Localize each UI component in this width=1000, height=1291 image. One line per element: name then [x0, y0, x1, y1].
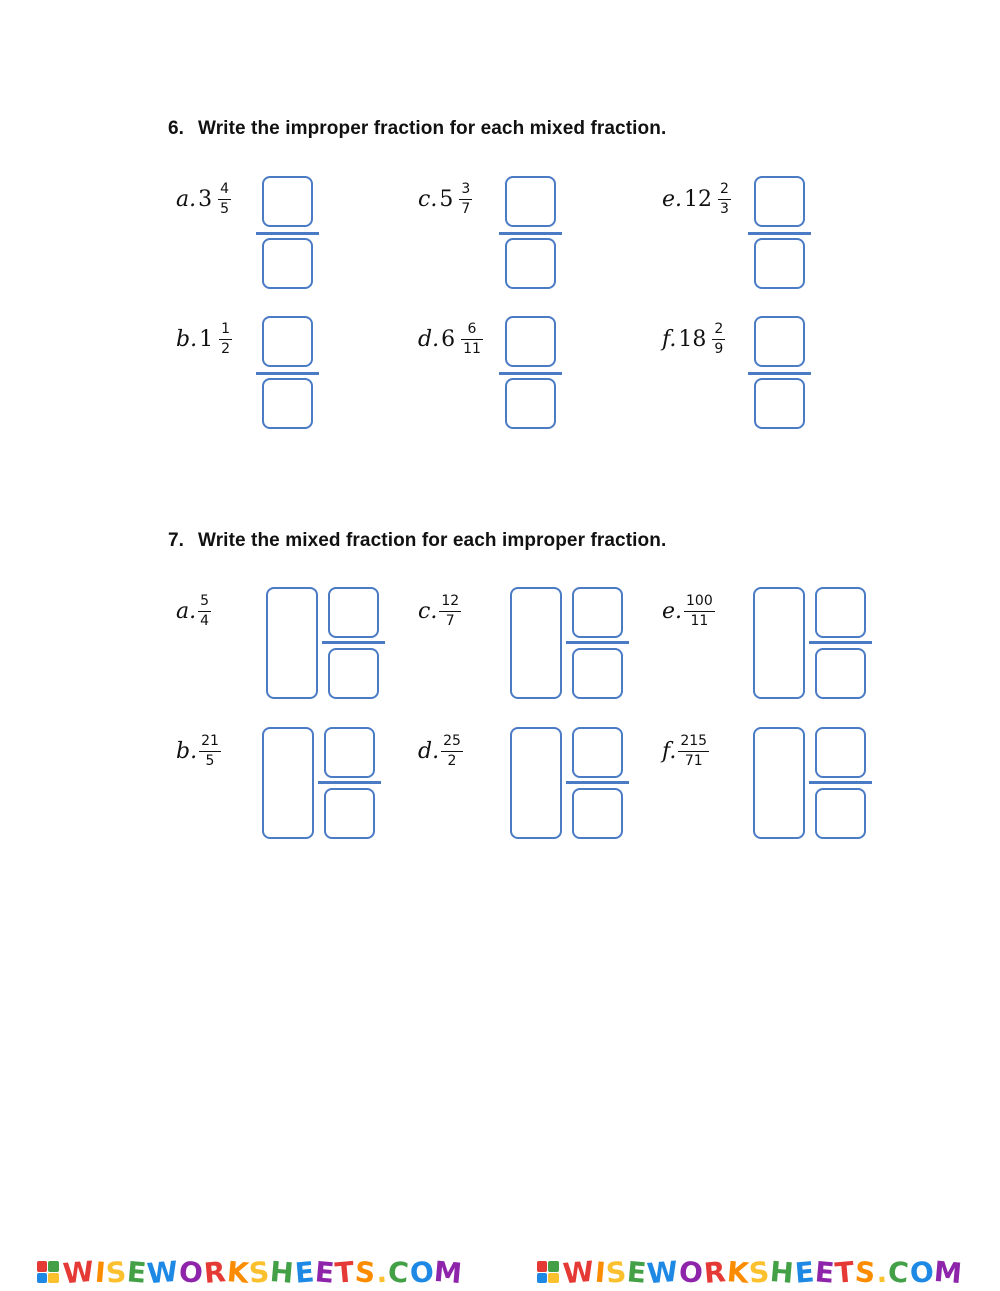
fraction-numerator: 5 — [200, 592, 210, 609]
mixed-fraction-label — [662, 175, 731, 223]
improper-fraction-label — [176, 587, 211, 635]
fraction-denominator: 7 — [461, 200, 471, 217]
denominator-answer-box[interactable] — [815, 788, 866, 839]
fraction-line — [499, 372, 562, 375]
improper-fraction-label — [662, 587, 715, 635]
item-letter: d. — [418, 738, 440, 764]
whole-number-answer-box[interactable] — [510, 727, 562, 839]
mixed-fraction-label — [176, 315, 232, 363]
fraction-line — [566, 641, 629, 644]
fraction-numerator: 12 — [441, 592, 460, 609]
fraction-denominator: 7 — [445, 612, 455, 629]
fraction-line — [809, 781, 872, 784]
logo-square — [48, 1273, 59, 1284]
improper-fraction-label — [662, 727, 709, 775]
fraction-bar — [218, 199, 231, 200]
whole-number: 18 — [678, 326, 707, 352]
logo-square — [548, 1273, 559, 1284]
whole-number: 12 — [684, 186, 713, 212]
fraction-line — [499, 232, 562, 235]
denominator-answer-box[interactable] — [754, 238, 805, 289]
fraction-numerator: 3 — [461, 180, 471, 197]
question-6-title — [168, 118, 666, 140]
whole-number-answer-box[interactable] — [510, 587, 562, 699]
numerator-answer-box[interactable] — [815, 727, 866, 778]
fraction-line — [322, 641, 385, 644]
mixed-fraction-label — [662, 315, 725, 363]
mixed-fraction-label — [418, 315, 483, 363]
fraction-denominator: 2 — [447, 752, 457, 769]
fraction-numerator: 6 — [467, 320, 477, 337]
fraction-numerator: 4 — [220, 180, 230, 197]
improper-fraction-label — [176, 727, 221, 775]
fraction-line — [318, 781, 381, 784]
logo-square — [48, 1261, 59, 1272]
item-letter: d. — [418, 326, 440, 352]
item-letter: e. — [662, 598, 683, 624]
fraction-bar — [198, 611, 211, 612]
fraction — [218, 182, 231, 217]
fraction-bar — [459, 199, 472, 200]
numerator-answer-box[interactable] — [328, 587, 379, 638]
denominator-answer-box[interactable] — [328, 648, 379, 699]
item-letter: f. — [662, 326, 677, 352]
logo-square — [537, 1261, 548, 1272]
fraction-numerator: 2 — [714, 320, 724, 337]
fraction-numerator: 2 — [720, 180, 729, 197]
numerator-answer-box[interactable] — [505, 316, 556, 367]
question-7-text: Write the mixed fraction for each improper fraction. — [198, 530, 667, 551]
fraction — [684, 594, 715, 629]
fraction-bar — [441, 751, 463, 752]
fraction — [712, 322, 725, 357]
fraction-line — [748, 232, 811, 235]
whole-number: 1 — [199, 326, 214, 352]
fraction — [219, 322, 232, 357]
fraction-bar — [199, 751, 221, 752]
whole-number-answer-box[interactable] — [266, 587, 318, 699]
denominator-answer-box[interactable] — [505, 238, 556, 289]
fraction — [461, 322, 483, 357]
improper-fraction-label — [418, 587, 461, 635]
denominator-answer-box[interactable] — [754, 378, 805, 429]
whole-number: 3 — [198, 186, 213, 212]
question-6-number: 6. — [168, 118, 185, 139]
brand-text: WISEWORKSHEETS.COM — [561, 1254, 965, 1290]
fraction-line — [748, 372, 811, 375]
question-7-number: 7. — [168, 530, 185, 551]
numerator-answer-box[interactable] — [324, 727, 375, 778]
brand-watermark — [537, 1256, 964, 1289]
numerator-answer-box[interactable] — [815, 587, 866, 638]
fraction — [198, 594, 211, 629]
fraction-denominator: 11 — [690, 612, 709, 629]
numerator-answer-box[interactable] — [572, 727, 623, 778]
item-letter: b. — [176, 738, 198, 764]
fraction — [459, 182, 472, 217]
fraction-numerator: 25 — [443, 732, 461, 749]
fraction — [439, 594, 461, 629]
fraction-denominator: 5 — [205, 752, 215, 769]
item-letter: c. — [418, 186, 438, 212]
item-letter: a. — [176, 598, 197, 624]
item-letter: b. — [176, 326, 198, 352]
fraction-line — [566, 781, 629, 784]
fraction-denominator: 4 — [200, 612, 210, 629]
fraction-bar — [718, 199, 731, 200]
fraction-denominator: 5 — [220, 200, 230, 217]
denominator-answer-box[interactable] — [815, 648, 866, 699]
numerator-answer-box[interactable] — [754, 316, 805, 367]
whole-number-answer-box[interactable] — [262, 727, 314, 839]
denominator-answer-box[interactable] — [262, 238, 313, 289]
fraction-denominator: 11 — [463, 340, 481, 357]
item-letter: e. — [662, 186, 683, 212]
fraction-bar — [684, 611, 715, 612]
item-letter: c. — [418, 598, 438, 624]
fraction — [678, 734, 709, 769]
whole-number-answer-box[interactable] — [753, 587, 805, 699]
fraction — [718, 182, 731, 217]
fraction — [199, 734, 221, 769]
fraction-bar — [712, 339, 725, 340]
denominator-answer-box[interactable] — [572, 788, 623, 839]
fraction-bar — [219, 339, 232, 340]
logo-square — [537, 1273, 548, 1284]
denominator-answer-box[interactable] — [505, 378, 556, 429]
brand-logo — [537, 1261, 559, 1283]
fraction-denominator: 71 — [684, 752, 703, 769]
mixed-fraction-label — [176, 175, 231, 223]
numerator-answer-box[interactable] — [505, 176, 556, 227]
denominator-answer-box[interactable] — [262, 378, 313, 429]
fraction-bar — [461, 339, 483, 340]
mixed-fraction-label — [418, 175, 472, 223]
brand-watermark — [37, 1256, 464, 1289]
logo-square — [37, 1273, 48, 1284]
fraction — [441, 734, 463, 769]
whole-number-answer-box[interactable] — [753, 727, 805, 839]
logo-square — [37, 1261, 48, 1272]
fraction-line — [256, 232, 319, 235]
numerator-answer-box[interactable] — [754, 176, 805, 227]
item-letter: a. — [176, 186, 197, 212]
fraction-bar — [678, 751, 709, 752]
denominator-answer-box[interactable] — [324, 788, 375, 839]
brand-logo — [37, 1261, 59, 1283]
numerator-answer-box[interactable] — [262, 316, 313, 367]
fraction-numerator: 100 — [686, 592, 713, 609]
brand-text: WISEWORKSHEETS.COM — [61, 1254, 465, 1290]
logo-square — [548, 1261, 559, 1272]
question-6-text: Write the improper fraction for each mixed fraction. — [198, 118, 667, 139]
footer-watermark — [0, 1253, 1000, 1291]
question-7-title — [168, 530, 666, 552]
fraction-line — [809, 641, 872, 644]
fraction-denominator: 2 — [221, 340, 230, 357]
fraction-line — [256, 372, 319, 375]
numerator-answer-box[interactable] — [262, 176, 313, 227]
fraction-denominator: 3 — [720, 200, 729, 217]
numerator-answer-box[interactable] — [572, 587, 623, 638]
fraction-bar — [439, 611, 461, 612]
fraction-numerator: 215 — [680, 732, 708, 749]
fraction-denominator: 9 — [714, 340, 724, 357]
fraction-numerator: 21 — [201, 732, 219, 749]
whole-number: 5 — [439, 186, 454, 212]
whole-number: 6 — [441, 326, 456, 352]
improper-fraction-label — [418, 727, 463, 775]
fraction-numerator: 1 — [221, 320, 230, 337]
item-letter: f. — [662, 738, 677, 764]
denominator-answer-box[interactable] — [572, 648, 623, 699]
